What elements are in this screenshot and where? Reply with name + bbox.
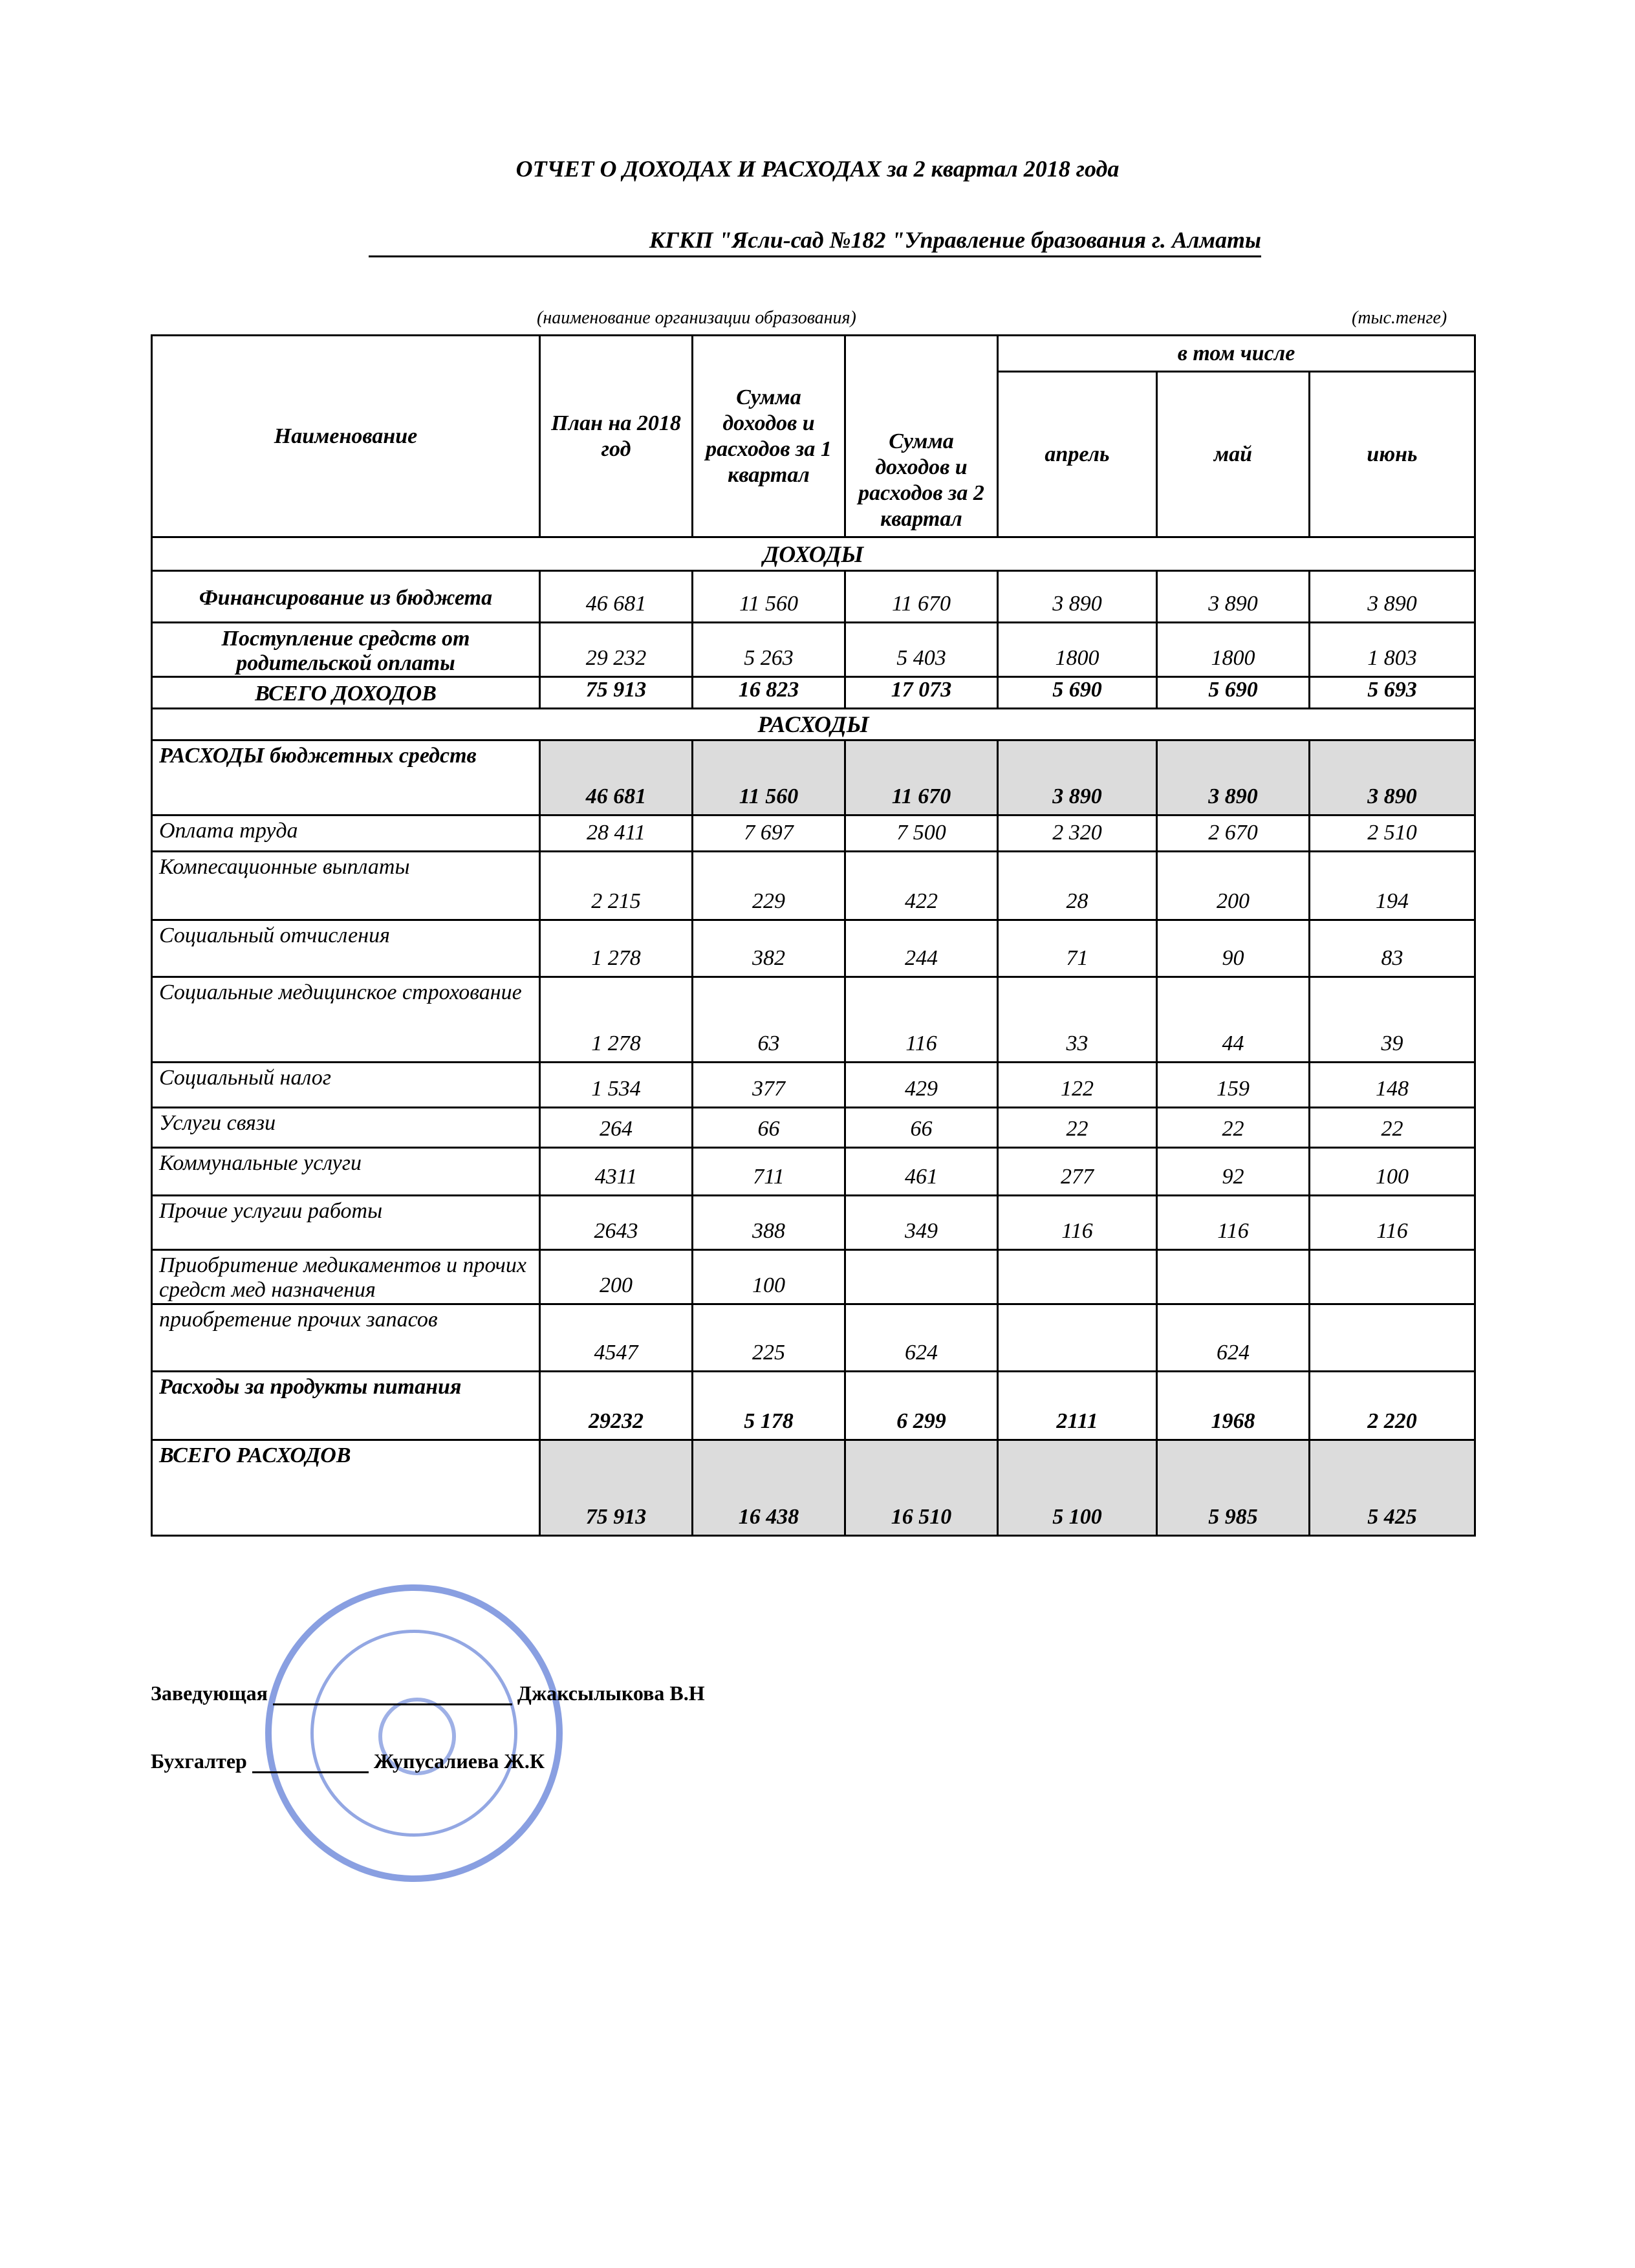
cell-apr: 1800 [998,623,1157,677]
cell-q2: 7 500 [845,815,998,852]
organization-name: КГКП "Ясли-сад №182 "Управление бразования г. Алматы [369,226,1261,257]
cell-jun [1310,1304,1475,1372]
cell-jun: 116 [1310,1196,1475,1250]
header-name: Наименование [152,336,540,537]
row-label: Прочие услугии работы [152,1196,540,1250]
expense-row [152,1063,1475,1108]
row-label: РАСХОДЫ бюджетных средств [152,740,540,815]
cell-q1: 5 178 [693,1372,845,1440]
row-label: Услуги связи [152,1108,540,1148]
currency-unit: (тыс.тенге) [1352,308,1447,328]
section-expenses: РАСХОДЫ [152,709,1475,740]
cell-q2: 5 403 [845,623,998,677]
cell-may: 5 985 [1157,1440,1310,1536]
cell-jun: 22 [1310,1108,1475,1148]
income-row [152,623,1475,677]
header-plan: План на 2018 год [540,336,693,537]
expense-row [152,815,1475,852]
row-label: Расходы за продукты питания [152,1372,540,1440]
row-label: ВСЕГО РАСХОДОВ [152,1440,540,1536]
cell-apr [998,1250,1157,1304]
row-label: Социальный налог [152,1063,540,1108]
cell-q1: 66 [693,1108,845,1148]
accountant-title: Бухгалтер [151,1749,247,1773]
header-may: май [1157,372,1310,537]
cell-q1: 100 [693,1250,845,1304]
cell-q1: 225 [693,1304,845,1372]
row-label: Финансирование из бюджета [152,571,540,623]
cell-q2: 11 670 [845,571,998,623]
cell-q1: 7 697 [693,815,845,852]
expense-row [152,852,1475,920]
official-stamp [265,1584,563,1882]
cell-q2: 429 [845,1063,998,1108]
row-label: ВСЕГО ДОХОДОВ [152,677,540,709]
header-q1: Сумма доходов и расходов за 1 квартал [693,336,845,537]
cell-q1: 388 [693,1196,845,1250]
cell-may: 200 [1157,852,1310,920]
cell-may: 3 890 [1157,571,1310,623]
cell-jun: 3 890 [1310,740,1475,815]
cell-plan: 4547 [540,1304,693,1372]
cell-plan: 46 681 [540,740,693,815]
expense-row [152,1304,1475,1372]
cell-apr: 5 100 [998,1440,1157,1536]
expense-row [152,1250,1475,1304]
row-label: Приобритение медикаментов и прочих средст мед назначения [152,1250,540,1304]
cell-jun: 2 510 [1310,815,1475,852]
cell-apr: 3 890 [998,740,1157,815]
cell-q1: 16 438 [693,1440,845,1536]
cell-q1: 377 [693,1063,845,1108]
expense-row [152,920,1475,977]
cell-q1: 382 [693,920,845,977]
cell-plan: 29 232 [540,623,693,677]
cell-may: 1968 [1157,1372,1310,1440]
cell-q2: 17 073 [845,677,998,709]
cell-jun: 5 693 [1310,677,1475,709]
header-april: апрель [998,372,1157,537]
cell-plan: 1 278 [540,977,693,1063]
cell-apr: 277 [998,1148,1157,1196]
cell-q1: 63 [693,977,845,1063]
cell-plan: 28 411 [540,815,693,852]
cell-may: 44 [1157,977,1310,1063]
cell-may: 159 [1157,1063,1310,1108]
cell-q1: 229 [693,852,845,920]
cell-may: 90 [1157,920,1310,977]
cell-plan: 75 913 [540,1440,693,1536]
report-table [151,334,1476,1537]
cell-q2: 116 [845,977,998,1063]
cell-plan: 1 278 [540,920,693,977]
cell-jun: 194 [1310,852,1475,920]
cell-apr: 33 [998,977,1157,1063]
cell-q1: 11 560 [693,740,845,815]
cell-jun: 1 803 [1310,623,1475,677]
header-including: в том числе [998,336,1475,372]
row-label: Коммунальные услуги [152,1148,540,1196]
head-signature-line [151,1681,705,1705]
expense-row [152,1148,1475,1196]
cell-q2: 461 [845,1148,998,1196]
cell-q2: 16 510 [845,1440,998,1536]
cell-apr: 2 320 [998,815,1157,852]
cell-may [1157,1250,1310,1304]
header-june: июнь [1310,372,1475,537]
row-label: Социальный отчисления [152,920,540,977]
cell-plan: 75 913 [540,677,693,709]
cell-may: 92 [1157,1148,1310,1196]
cell-may: 3 890 [1157,740,1310,815]
cell-q2: 624 [845,1304,998,1372]
cell-jun: 39 [1310,977,1475,1063]
cell-jun: 2 220 [1310,1372,1475,1440]
accountant-name: Жупусалиева Ж.К [373,1749,545,1773]
head-name: Джаксылыкова В.Н [517,1681,705,1705]
cell-jun: 3 890 [1310,571,1475,623]
cell-q2: 422 [845,852,998,920]
header-q2: Сумма доходов и расходов за 2 квартал [845,336,998,537]
cell-plan: 1 534 [540,1063,693,1108]
organization-caption: (наименование организации образования) [537,308,856,328]
cell-apr [998,1304,1157,1372]
cell-may: 22 [1157,1108,1310,1148]
cell-plan: 46 681 [540,571,693,623]
cell-jun: 5 425 [1310,1440,1475,1536]
cell-apr: 122 [998,1063,1157,1108]
row-label: Социальные медицинское строхование [152,977,540,1063]
income-row [152,571,1475,623]
cell-plan: 4311 [540,1148,693,1196]
cell-q2: 11 670 [845,740,998,815]
cell-plan: 29232 [540,1372,693,1440]
cell-jun: 83 [1310,920,1475,977]
row-label: приобретение прочих запасов [152,1304,540,1372]
section-income: ДОХОДЫ [152,537,1475,571]
cell-may: 624 [1157,1304,1310,1372]
cell-plan: 2643 [540,1196,693,1250]
row-label: Оплата труда [152,815,540,852]
cell-q2: 349 [845,1196,998,1250]
cell-apr: 28 [998,852,1157,920]
cell-apr: 22 [998,1108,1157,1148]
expense-row [152,977,1475,1063]
row-label: Компесационные выплаты [152,852,540,920]
cell-q2: 66 [845,1108,998,1148]
expense-row [152,1108,1475,1148]
expense-row [152,1196,1475,1250]
cell-q2 [845,1250,998,1304]
cell-may: 1800 [1157,623,1310,677]
accountant-signature-line [151,1749,545,1773]
cell-apr: 116 [998,1196,1157,1250]
head-title: Заведующая [151,1681,268,1705]
cell-apr: 71 [998,920,1157,977]
cell-jun: 100 [1310,1148,1475,1196]
cell-jun [1310,1250,1475,1304]
cell-jun: 148 [1310,1063,1475,1108]
cell-plan: 264 [540,1108,693,1148]
cell-plan: 2 215 [540,852,693,920]
cell-plan: 200 [540,1250,693,1304]
cell-apr: 5 690 [998,677,1157,709]
cell-may: 5 690 [1157,677,1310,709]
cell-apr: 2111 [998,1372,1157,1440]
cell-apr: 3 890 [998,571,1157,623]
cell-q1: 16 823 [693,677,845,709]
cell-q2: 6 299 [845,1372,998,1440]
cell-may: 116 [1157,1196,1310,1250]
cell-q1: 11 560 [693,571,845,623]
report-title: ОТЧЕТ О ДОХОДАХ И РАСХОДАХ за 2 квартал 2018 года [515,156,1120,182]
cell-may: 2 670 [1157,815,1310,852]
cell-q1: 711 [693,1148,845,1196]
row-label: Поступление средств от родительской оплаты [152,623,540,677]
cell-q2: 244 [845,920,998,977]
cell-q1: 5 263 [693,623,845,677]
